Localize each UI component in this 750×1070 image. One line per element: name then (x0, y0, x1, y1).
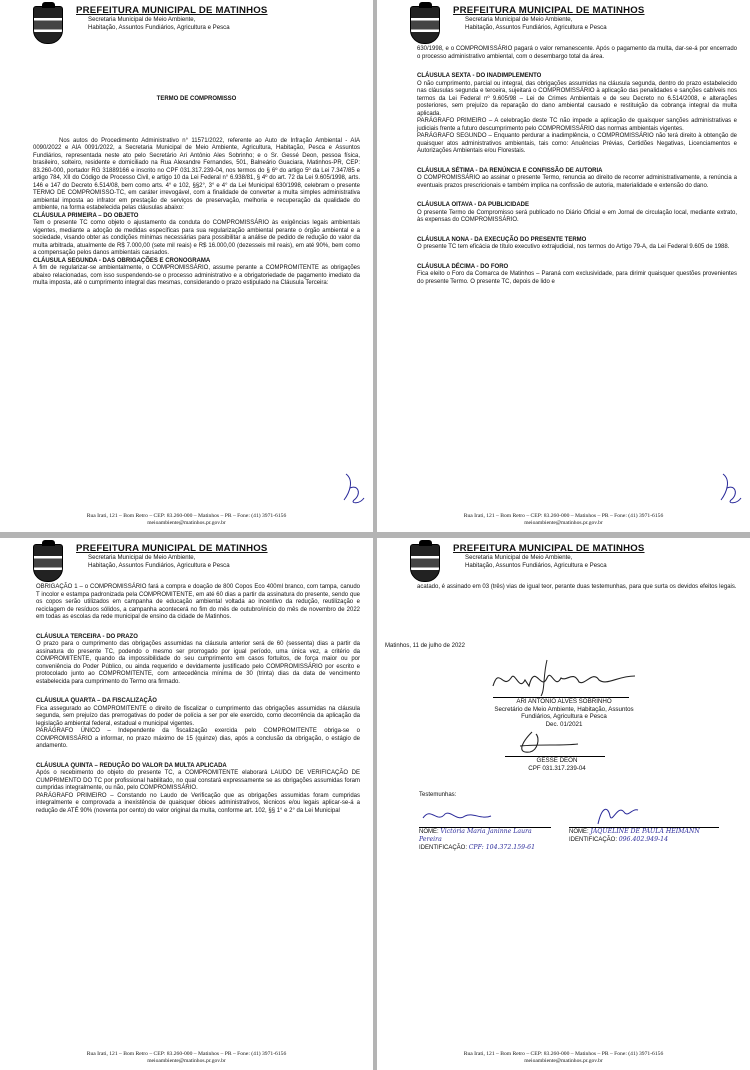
letterhead-title: PREFEITURA MUNICIPAL DE MATINHOS (76, 543, 268, 554)
obligation-1-text: OBRIGAÇÃO 1 – o COMPROMISSÁRIO fará a compra e doação de 800 Copos Eco 400ml branco, com tampa, canudo T incolor e estampa padronizada pela COMPROMITENTE, em até 60 dias a partir da assinatura do presente, sendo que os copos serão utilizados em campanha de educação ambiental voltada ao incentivo da redução, reutilização e reciclagem de resíduos sólidos, a campanha acontecerá no fim do mês de outubro/início do mês de novembro de 2022 em todas as escolas da rede municipal de ensino da cidade de Matinhos. (36, 584, 360, 620)
footer-address: Rua Irati, 121 – Bom Retro – CEP: 83.260-000 – Matinhos – PR – Fone: (41) 3971-6156 (463, 513, 664, 519)
signing-date: Matinhos, 11 de julho de 2022 (385, 643, 465, 649)
letterhead (33, 6, 365, 46)
witness-2-nome-label: NOME: (569, 829, 589, 835)
page-footer (0, 1051, 373, 1065)
clause-10-title: CLÁUSULA DÉCIMA - DO FORO (417, 263, 509, 270)
witness-2-name: JAQUELINE DE PAULA HEIMANN (590, 828, 700, 835)
footer-email: meioambiente@matinhos.pr.gov.br (147, 1058, 226, 1064)
letterhead-line-2: Habitação, Assuntos Fundiários, Agricultura e Pesca (465, 24, 607, 31)
municipal-crest-icon (33, 544, 63, 582)
intro-paragraph: Nos autos do Procedimento Administrativo n° 11571/2022, referente ao Auto de Infração Ambiental - AIA 0090/2022 e AIA 0091/2022, a Secretaria Municipal de Meio Ambiente, Agricultura, Habitação, Pesca e Assuntos Fundiários, representada neste ato pelo Secretário Ari Antônio Ales Sobrinho; e o Sr. Gessé Deon, pessoa física, brasileiro, solteiro, residente e domiciliado na Rua Alexandre Fernandes, 501, Balneário Guaciara, Matinhos-PR, CEP: 83.260-000, portador RG 31889166 e inscrito no CPF 031.317.239-04, nos termos do § 6º do artigo 5º da Lei 7.347/85 e artigo 784, XII do Código de Processo Civil, e artigo 10 da Lei Federal n° 6.938/81, § 4º do art. 72 da Lei 9.605/1998, arts. 146 e 147 do Decreto 6.514/08, bem como arts. 4° e 102, §§2°, 3° e 4° da Lei Municipal 630/1998, celebram o presente TERMO DE COMPROMISSO-TC, em caráter irrevogável, com a finalidade de converter a multa simples administrativa ambiental imposta ao infrator em prestação de serviços de preservação, melhoria e recuperação da qualidade do ambiente, na forma estabelecida pelas cláusulas abaixo: (33, 137, 360, 211)
compromissario-cpf: CPF 031.317.239-04 (528, 764, 586, 772)
witness-2-id: 096.402.949-14 (618, 836, 669, 843)
witness-2-ident-label: IDENTIFICAÇÃO: (569, 837, 618, 843)
footer-email: meioambiente@matinhos.pr.gov.br (524, 1058, 603, 1064)
clause-7-title: CLÁUSULA SÉTIMA - DA RENÚNCIA E CONFISSÃO DE AUTORIA (417, 167, 603, 174)
witness-1-block (419, 828, 555, 852)
clause-3-title: CLÁUSULA TERCEIRA - DO PRAZO (36, 633, 138, 640)
witness-1-ident-label: IDENTIFICAÇÃO: (419, 845, 468, 851)
letterhead-line-1: Secretaria Municipal de Meio Ambiente, (465, 16, 573, 23)
compromissario-signature-block (492, 757, 622, 772)
witness-1-signature-icon (419, 804, 519, 828)
clause-5-title: CLÁUSULA QUINTA – REDUÇÃO DO VALOR DA MULTA APLICADA (36, 762, 227, 769)
page-footer (377, 513, 750, 527)
clause-6-paragraph-2: PARÁGRAFO SEGUNDO – Enquanto perdurar a inadimplência, o COMPROMISSÁRIO não terá direito à obtenção de quaisquer atos administrativos ambientais, tais como: Anuências Prévias, Certidões Negativas, Licenciamentos e Autorizações Ambientais e/ou Florestais. (417, 133, 737, 154)
letterhead-title: PREFEITURA MUNICIPAL DE MATINHOS (453, 543, 645, 554)
witness-1-name: Victória Maria Janinne Laura Pereira (419, 828, 532, 843)
clause-1-title: CLÁUSULA PRIMEIRA – DO OBJETO (33, 212, 139, 219)
clause-3-text: O prazo para o cumprimento das obrigações assumidas na cláusula anterior será de 60 (sessenta) dias a partir da assinatura do presente TC, podendo o mesmo ser prorrogado por igual período, uma única vez, a critério da COMPROMITENTE, quando da impossibilidade do seu cumprimento em casos fortuitos, de força maior ou por conveniência do Poder Público, ou ainda requerido e devidamente justificado pelo COMPROMISSÁRIO por escrito e protocolado junto ao COMPROMITENTE, com antecedência mínima de 30 (trinta) dias da data de vencimento estabelecida para cumprimento do Termo ora firmado. (36, 641, 360, 685)
letterhead-line-1: Secretaria Municipal de Meio Ambiente, (465, 554, 573, 561)
witnesses-label: Testemunhas: (419, 792, 457, 798)
letterhead-line-2: Habitação, Assuntos Fundiários, Agricultura e Pesca (88, 562, 230, 569)
initials-signature-icon (717, 470, 745, 506)
clause-5-paragraph: PARÁGRAFO PRIMEIRO – Constando no Laudo de Verificação que as obrigações assumidas foram cumpridas integralmente e comprovada a inexistência de quaisquer óbices administrativos, técnicos e/ou legais aplicar-se-á a redução de ATÉ 90% (noventa por cento) do valor original da multa, conforme art. 102, §§ 1° e 2° da Lei Municipal (36, 792, 360, 814)
continuation-text: 630/1998, e o COMPROMISSÁRIO pagará o valor remanescente. Após o pagamento da multa, dar-se-á por encerrado o processo administrativo ambiental, com o desembargo total da área. (417, 46, 737, 60)
compromissario-name: GESSE DEON (536, 757, 578, 764)
letterhead-title: PREFEITURA MUNICIPAL DE MATINHOS (453, 5, 645, 16)
clause-8-text: O presente Termo de Compromisso será publicado no Diário Oficial e em Jornal de circulação local, mediante extrato, às expensas do COMPROMISSÁRIO. (417, 209, 737, 223)
clause-5-text: Após o recebimento do objeto do presente TC, a COMPROMITENTE elaborará LAUDO DE VERIFICAÇÃO DE CUMPRIMENTO DO TC por profissional habilitado, no qual constará expressamente se as obrigações assumidas foram cumpridas integralmente, ou não, pelo COMPROMISSÁRIO. (36, 770, 360, 791)
clause-9-text: O presente TC tem eficácia de título executivo extrajudicial, nos termos do Artigo 79-A, da Lei Federal 9.605 de 1988. (417, 244, 730, 250)
clause-6-text: O não cumprimento, parcial ou integral, das obrigações assumidas na cláusula segunda, dentro do prazo estabelecido nas cláusulas segunda e terceira, sujeitará o COMPROMISSÁRIO à aplicação das penalidades e sanções cabíveis nos termos da Lei Federal nº 9.605/98 – Lei de Crimes Ambientais e de seu Decreto no 6.514/2008, e alterações posteriores, sem prejuízo da reparação do dano ambiental causado e restituição da cobrança integral da multa aplicada. (417, 80, 737, 117)
footer-email: meioambiente@matinhos.pr.gov.br (524, 520, 603, 526)
secretary-decree: Dec. 01/2021 (545, 720, 583, 728)
secretary-signature-block (457, 698, 671, 728)
page-footer (377, 1051, 750, 1065)
footer-address: Rua Irati, 121 – Bom Retro – CEP: 83.260-000 – Matinhos – PR – Fone: (41) 3971-6156 (86, 1051, 287, 1057)
witness-2-block (569, 828, 739, 844)
letterhead (410, 6, 742, 46)
clause-4-text: Fica assegurado ao COMPROMITENTE o direito de fiscalizar o cumprimento das obrigações assumidas na cláusula segunda, sem prejuízo das prerrogativas do poder de polícia a ser por ele exercido, como decorrência da aplicação da legislação ambiental federal, estadual e municipal vigentes. (36, 705, 360, 727)
clause-1-text: Tem o presente TC como objeto o ajustamento da conduta do COMPROMISSÁRIO às exigências legais ambientais vigentes, mediante a adoção de medidas específicas para sua regularização ambiental perante o órgão ambiental e a sociedade, visando obter as condições mínimas necessárias para possibilitar a análise de pedido de redução do valor da multa arbitrada, atualmente de R$ 7.000,00 (sete mil reais) e R$ 16.000,00 (dezesseis mil reais), em até 90%, bem como a compensação pelos danos ambientais causados. (33, 220, 360, 256)
letterhead (33, 544, 365, 584)
clause-7-text: O COMPROMISSÁRIO ao assinar o presente Termo, renuncia ao direito de recorrer administrativamente, a renúncia a eventuais prazos prescricionais e também implica na confissão de autoria, materialidade e extensão do dano. (417, 175, 737, 189)
continuation-text: acatado, é assinado em 03 (três) vias de igual teor, perante duas testemunhas, para que surta os devidos efeitos legais. (417, 584, 737, 590)
letterhead-line-1: Secretaria Municipal de Meio Ambiente, (88, 16, 196, 23)
witness-1-nome-label: NOME: (419, 829, 439, 835)
footer-address: Rua Irati, 121 – Bom Retro – CEP: 83.260-000 – Matinhos – PR – Fone: (41) 3971-6156 (86, 513, 287, 519)
witness-1-id: CPF: 104.372.159-61 (468, 844, 536, 851)
secretary-role-line-2: Fundiários, Agricultura e Pesca (521, 713, 607, 721)
footer-address: Rua Irati, 121 – Bom Retro – CEP: 83.260-000 – Matinhos – PR – Fone: (41) 3971-6156 (463, 1051, 664, 1057)
letterhead (410, 544, 742, 584)
document-page-3 (0, 538, 373, 1070)
letterhead-title: PREFEITURA MUNICIPAL DE MATINHOS (76, 5, 268, 16)
clause-2-title: CLÁUSULA SEGUNDA - DAS OBRIGAÇÕES E CRONOGRAMA (33, 257, 211, 264)
secretary-role-line-1: Secretário de Meio Ambiente, Habitação, Assuntos (494, 705, 634, 713)
footer-email: meioambiente@matinhos.pr.gov.br (147, 520, 226, 526)
letterhead-line-2: Habitação, Assuntos Fundiários, Agricultura e Pesca (88, 24, 230, 31)
municipal-crest-icon (410, 6, 440, 44)
letterhead-line-1: Secretaria Municipal de Meio Ambiente, (88, 554, 196, 561)
clause-10-text: Fica eleito o Foro da Comarca de Matinhos – Paraná com exclusividade, para dirimir quaisquer questões provenientes do presente Termo. O presente TC, depois de lido e (417, 271, 737, 285)
document-title: TERMO DE COMPROMISSO (156, 96, 237, 102)
clause-4-title: CLÁUSULA QUARTA – DA FISCALIZAÇÃO (36, 698, 157, 704)
clause-4-paragraph: PARÁGRAFO ÚNICO – Independente da fiscalização exercida pelo COMPROMITENTE obriga-se o COMPROMISSÁRIO a informar, no prazo máximo de 15 (quinze) dias, após a conclusão da obrigação, o estágio de andamento. (36, 728, 360, 749)
document-page-4 (377, 538, 750, 1070)
clause-2-text: A fim de regularizar-se ambientalmente, o COMPROMISSÁRIO, assume perante a COMPROMITENTE as obrigações abaixo relacionadas, com isso suspendendo-se o processo administrativo e a obrigatoriedade de pagamento imediato da multa imposta, até o cumprimento integral das mesmas, considerando o prazo estipulado na Cláusula Terceira: (33, 265, 360, 286)
clause-6-paragraph-1: PARÁGRAFO PRIMEIRO – A celebração deste TC não impede a aplicação de quaisquer sanções administrativas e judiciais frente a futuro descumprimento pelo COMPROMISSÁRIO das normas ambientais vigentes. (417, 118, 737, 132)
clause-6-title: CLÁUSULA SEXTA - DO INADIMPLEMENTO (417, 73, 542, 79)
clause-9-title: CLÁUSULA NONA - DA EXECUÇÃO DO PRESENTE TERMO (417, 236, 587, 243)
letterhead-line-2: Habitação, Assuntos Fundiários, Agricultura e Pesca (465, 562, 607, 569)
initials-signature-icon (340, 470, 368, 506)
secretary-name: ARI ANTONIO ALVES SOBRINHO (516, 698, 612, 705)
document-page-1 (0, 0, 373, 532)
document-page-2 (377, 0, 750, 532)
secretary-signature-icon (489, 656, 639, 698)
clause-8-title: CLÁUSULA OITAVA - DA PUBLICIDADE (417, 202, 529, 208)
page-footer (0, 513, 373, 527)
municipal-crest-icon (33, 6, 63, 44)
witness-2-signature-icon (592, 802, 642, 828)
municipal-crest-icon (410, 544, 440, 582)
